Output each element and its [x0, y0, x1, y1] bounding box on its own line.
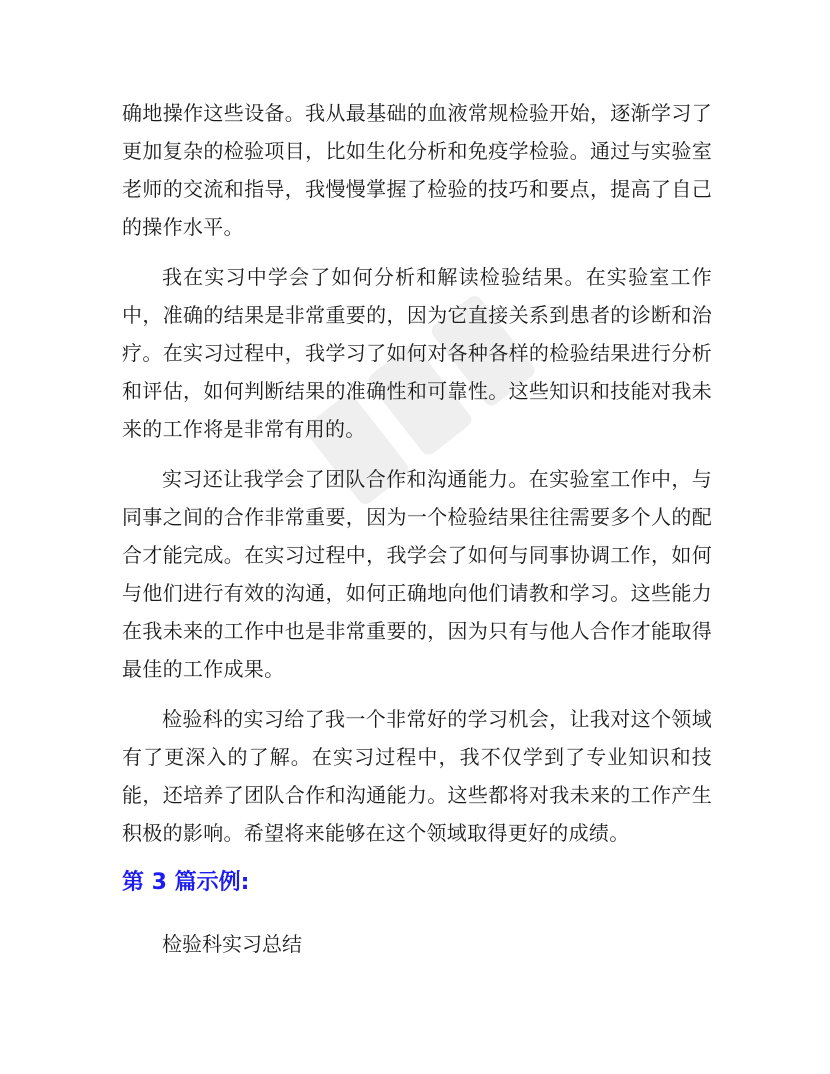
paragraph-4: 检验科的实习给了我一个非常好的学习机会，让我对这个领域有了更深入的了解。在实习过程中，我不仅学到了专业知识和技能，还培养了团队合作和沟通能力。这些都将对我未来的工作产生积极的影响。希望将来能够在这个领域取得更好的成绩。	[122, 707, 712, 845]
paragraph-3: 实习还让我学会了团队合作和沟通能力。在实验室工作中，与同事之间的合作非常重要，因为一个检验结果往往需要多个人的配合才能完成。在实习过程中，我学会了如何与同事协调工作，如何与他们进行有效的沟通，如何正确地向他们请教和学习。这些能力在我未来的工作中也是非常重要的，因为只有与他人合作才能取得最佳的工作成果。	[122, 467, 712, 681]
section-heading: 第 3 篇示例:	[122, 870, 250, 895]
section-subtitle: 检验科实习总结	[162, 932, 302, 956]
paragraph-1: 确地操作这些设备。我从最基础的血液常规检验开始，逐渐学习了更加复杂的检验项目，比如生化分析和免疫学检验。通过与实验室老师的交流和指导，我慢慢掌握了检验的技巧和要点，提高了自己的操作水平。	[122, 101, 712, 239]
paragraph-2: 我在实习中学会了如何分析和解读检验结果。在实验室工作中，准确的结果是非常重要的，因为它直接关系到患者的诊断和治疗。在实习过程中，我学习了如何对各种各样的检验结果进行分析和评估，如何判断结果的准确性和可靠性。这些知识和技能对我未来的工作将是非常有用的。	[122, 265, 712, 441]
